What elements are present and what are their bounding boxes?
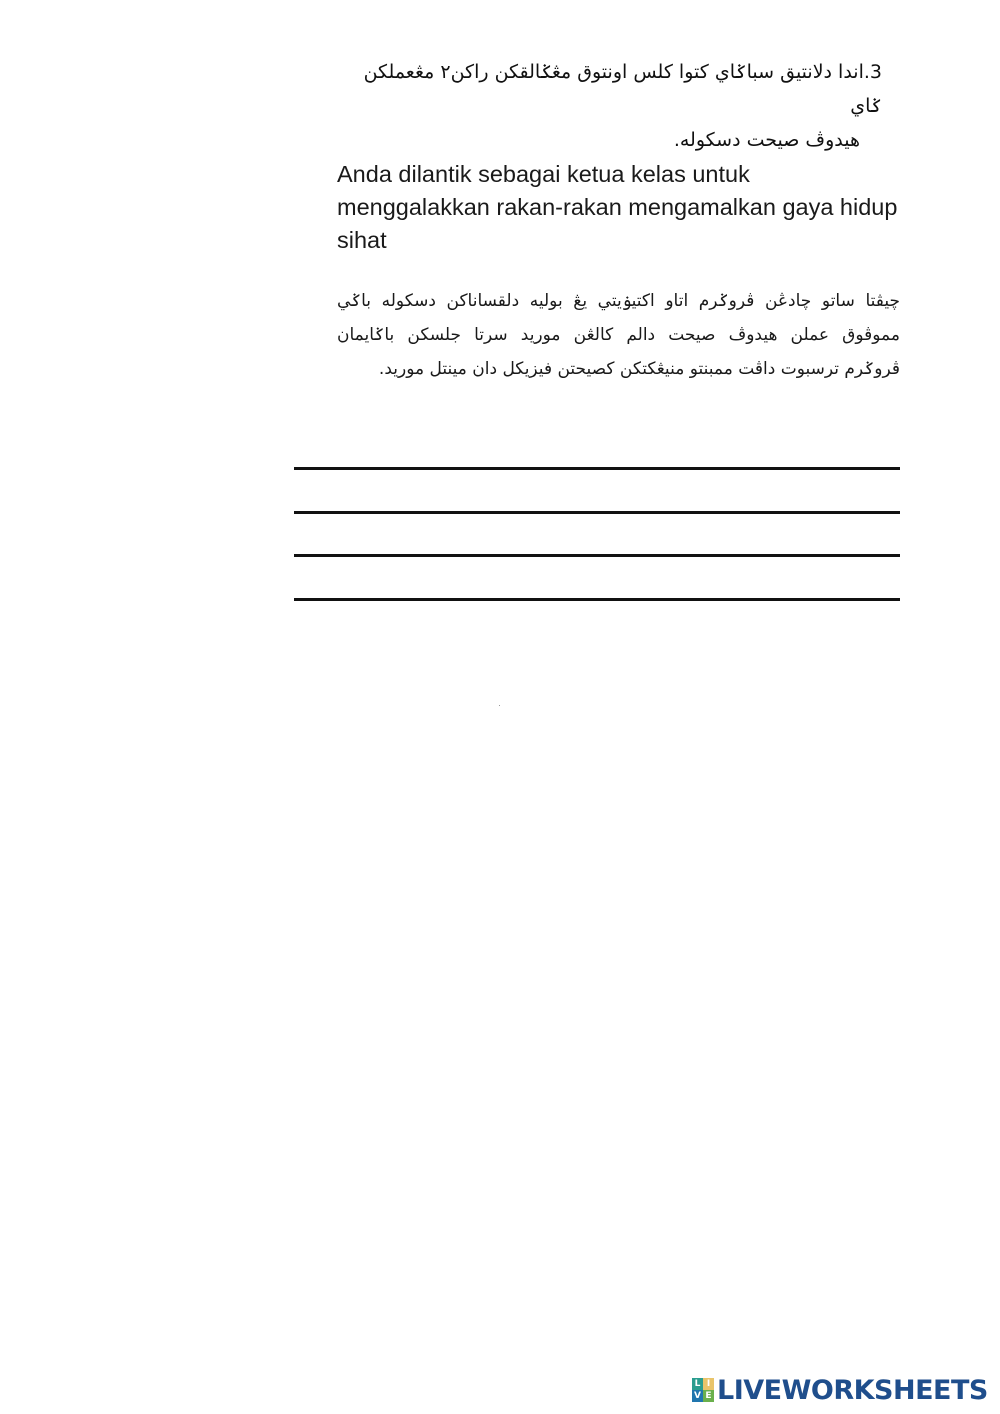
instruction-jawi — [337, 284, 900, 386]
question-jawi — [340, 55, 882, 157]
mark-letter-e: E — [703, 1390, 714, 1402]
instruction-line-3: ڤروݢرم ترسبوت داڤت ممبنتو منيڠكتكن كصيحتن فيزيكل دان مينتل موريد. — [378, 359, 900, 379]
instruction-line-2: مموڤوق عملن هيدوڤ صيحت دالم كالڠن موريد سرتا جلسكن باݢايمان — [337, 325, 900, 345]
mark-letter-v: V — [692, 1390, 703, 1402]
answer-line[interactable] — [294, 598, 900, 601]
mark-letter-i: I — [703, 1378, 714, 1390]
answer-line[interactable] — [294, 511, 900, 514]
instruction-line-1: چيڤتا ساتو چادڠن ڤروݢرم اتاو اكتيۏيتي يڠ بوليه دلقساناكن دسكوله باݢي — [337, 291, 900, 311]
liveworksheets-logo — [692, 1374, 988, 1406]
stray-dot — [499, 705, 500, 706]
question-jawi-line-2: هيدوڤ صيحت دسكوله. — [673, 129, 860, 151]
answer-area[interactable] — [294, 467, 900, 641]
liveworksheets-wordmark: LIVEWORKSHEETS — [717, 1374, 988, 1406]
answer-line[interactable] — [294, 467, 900, 470]
question-jawi-line-1: 3.اندا دلانتيق سباݢاي كتوا كلس اونتوق مڠݢالقكن راكن٢ مڠعملكن ݢاي — [363, 61, 882, 117]
liveworksheets-mark-icon — [692, 1378, 714, 1402]
mark-letter-l: L — [692, 1378, 703, 1390]
answer-line[interactable] — [294, 554, 900, 557]
question-rumi: Anda dilantik sebagai ketua kelas untuk menggalakkan rakan-rakan mengamalkan gaya hidup sihat — [337, 161, 898, 253]
